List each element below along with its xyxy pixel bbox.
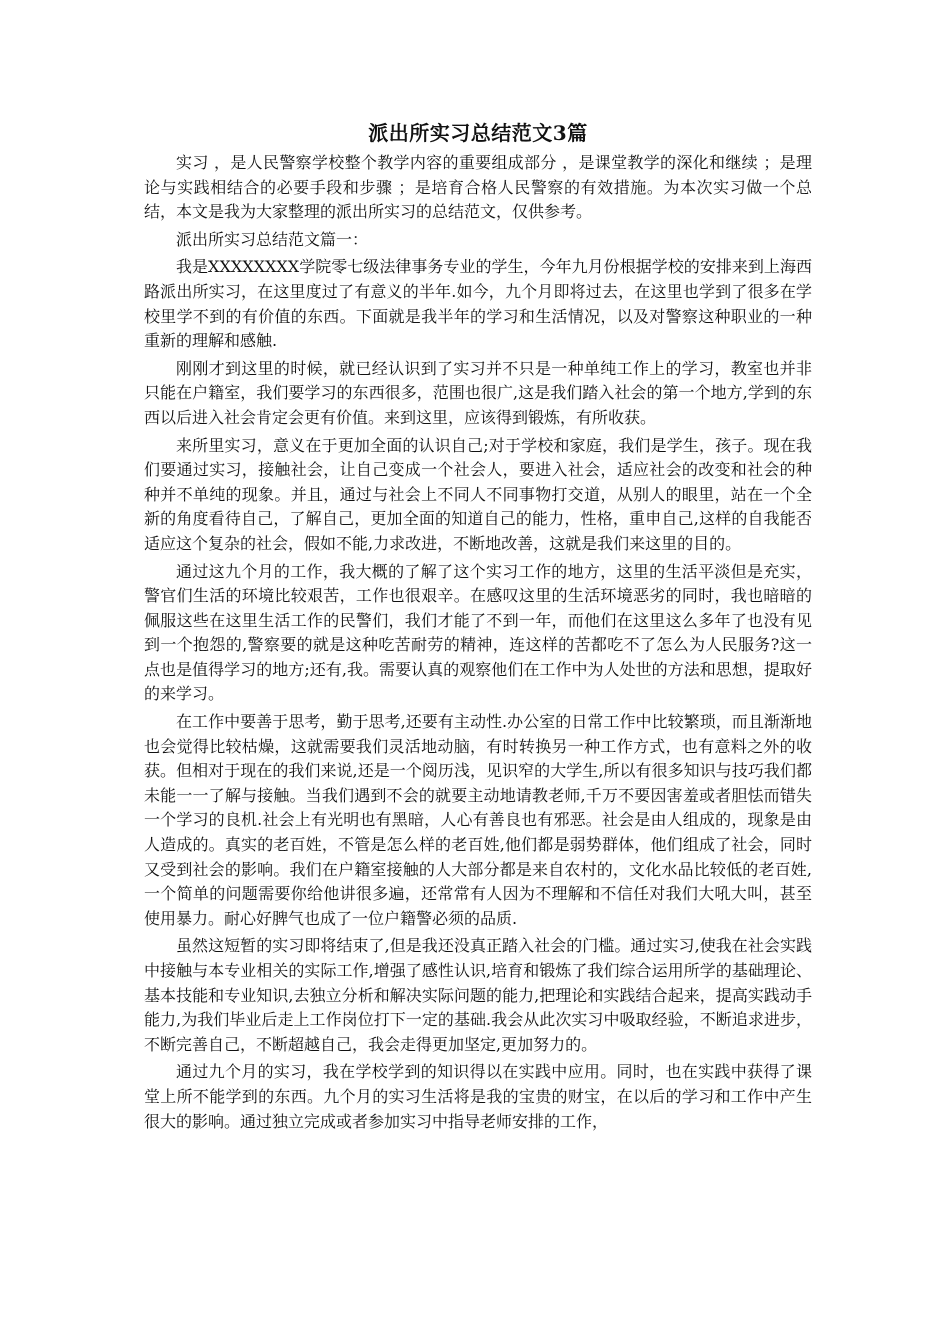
body-paragraph: 刚刚才到这里的时候，就已经认识到了实习并不只是一种单纯工作上的学习，教室也并非只能在户籍室，我们要学习的东西很多，范围也很广,这是我们踏入社会的第一个地方,学到的东西以后进入社会肯定会更有价值。来到这里，应该得到锻炼，有所收获。 (144, 358, 812, 427)
body-paragraph: 通过这九个月的工作，我大概的了解了这个实习工作的地方，这里的生活平淡但是充实，警官们生活的环境比较艰苦，工作也很艰辛。在感叹这里的生活环境恶劣的同时，我也暗暗的佩服这些在这里生活工作的民警们，我们才能了不到一年，而他们在这里这么多年了也没有见到一个抱怨的,警察要的就是这种吃苦耐劳的精神，连这样的苦都吃不了怎么为人民服务?这一点也是值得学习的地方;还有,我。需要认真的观察他们在工作中为人处世的方法和思想，提取好的来学习。 (144, 561, 812, 704)
body-paragraph: 我是XXXXXXXX学院零七级法律事务专业的学生，今年九月份根据学校的安排来到上海西路派出所实习，在这里度过了有意义的半年.如今，九个月即将过去，在这里也学到了很多在学校里学不到的有价值的东西。下面就是我半年的学习和生活情况，以及对警察这种职业的一种重新的理解和感触. (144, 257, 812, 351)
section-heading: 派出所实习总结范文篇一： (176, 229, 369, 249)
intro-paragraph: 实习 ，是人民警察学校整个教学内容的重要组成部分 ，是课堂教学的深化和继续 ；是理论与实践相结合的必要手段和步骤 ；是培育合格人民警察的有效措施。为本次实习做一个总结，本文是我为大家整理的派出所实习的总结范文，仅供参考。 (144, 153, 812, 222)
document-title: 派出所实习总结范文3篇 (368, 121, 588, 145)
document-page (144, 118, 812, 1134)
body-paragraph: 通过九个月的实习，我在学校学到的知识得以在实践中应用。同时，也在实践中获得了课堂上所不能学到的东西。九个月的实习生活将是我的宝贵的财宝，在以后的学习和工作中产生很大的影响。通过独立完成或者参加实习中指导老师安排的工作， (144, 1062, 812, 1131)
body-paragraph: 虽然这短暂的实习即将结束了,但是我还没真正踏入社会的门槛。通过实习,使我在社会实践中接触与本专业相关的实际工作,增强了感性认识,培育和锻炼了我们综合运用所学的基础理论、基本技能和专业知识,去独立分析和解决实际问题的能力,把理论和实践结合起来，提高实践动手能力,为我们毕业后走上工作岗位打下一定的基础.我会从此次实习中吸取经验，不断追求进步，不断完善自己，不断超越自己，我会走得更加坚定,更加努力的。 (144, 936, 812, 1054)
body-paragraph: 在工作中要善于思考，勤于思考,还要有主动性.办公室的日常工作中比较繁琐，而且渐渐地也会觉得比较枯燥，这就需要我们灵活地动脑，有时转换另一种工作方式，也有意料之外的收获。但相对于现在的我们来说,还是一个阅历浅，见识窄的大学生,所以有很多知识与技巧我们都未能一一了解与接触。当我们遇到不会的就要主动地请教老师,千万不要因害羞或者胆怯而错失一个学习的良机.社会上有光明也有黑暗，人心有善良也有邪恶。社会是由人组成的，现象是由人造成的。真实的老百姓，不管是怎么样的老百姓,他们都是弱势群体，他们组成了社会，同时又受到社会的影响。我们在户籍室接触的人大部分都是来自农村的，文化水品比较低的老百姓,一个简单的问题需要你给他讲很多遍，还常常有人因为不理解和不信任对我们大吼大叫，甚至使用暴力。耐心好脾气也成了一位户籍警必须的品质. (144, 712, 812, 928)
body-paragraph: 来所里实习，意义在于更加全面的认识自己;对于学校和家庭，我们是学生，孩子。现在我们要通过实习，接触社会，让自己变成一个社会人，要进入社会，适应社会的改变和社会的种种并不单纯的现象。并且，通过与社会上不同人不同事物打交道，从别人的眼里，站在一个全新的角度看待自己，了解自己，更加全面的知道自己的能力，性格，重申自己,这样的自我能否适应这个复杂的社会，假如不能,力求改进，不断地改善，这就是我们来这里的目的。 (144, 435, 812, 553)
